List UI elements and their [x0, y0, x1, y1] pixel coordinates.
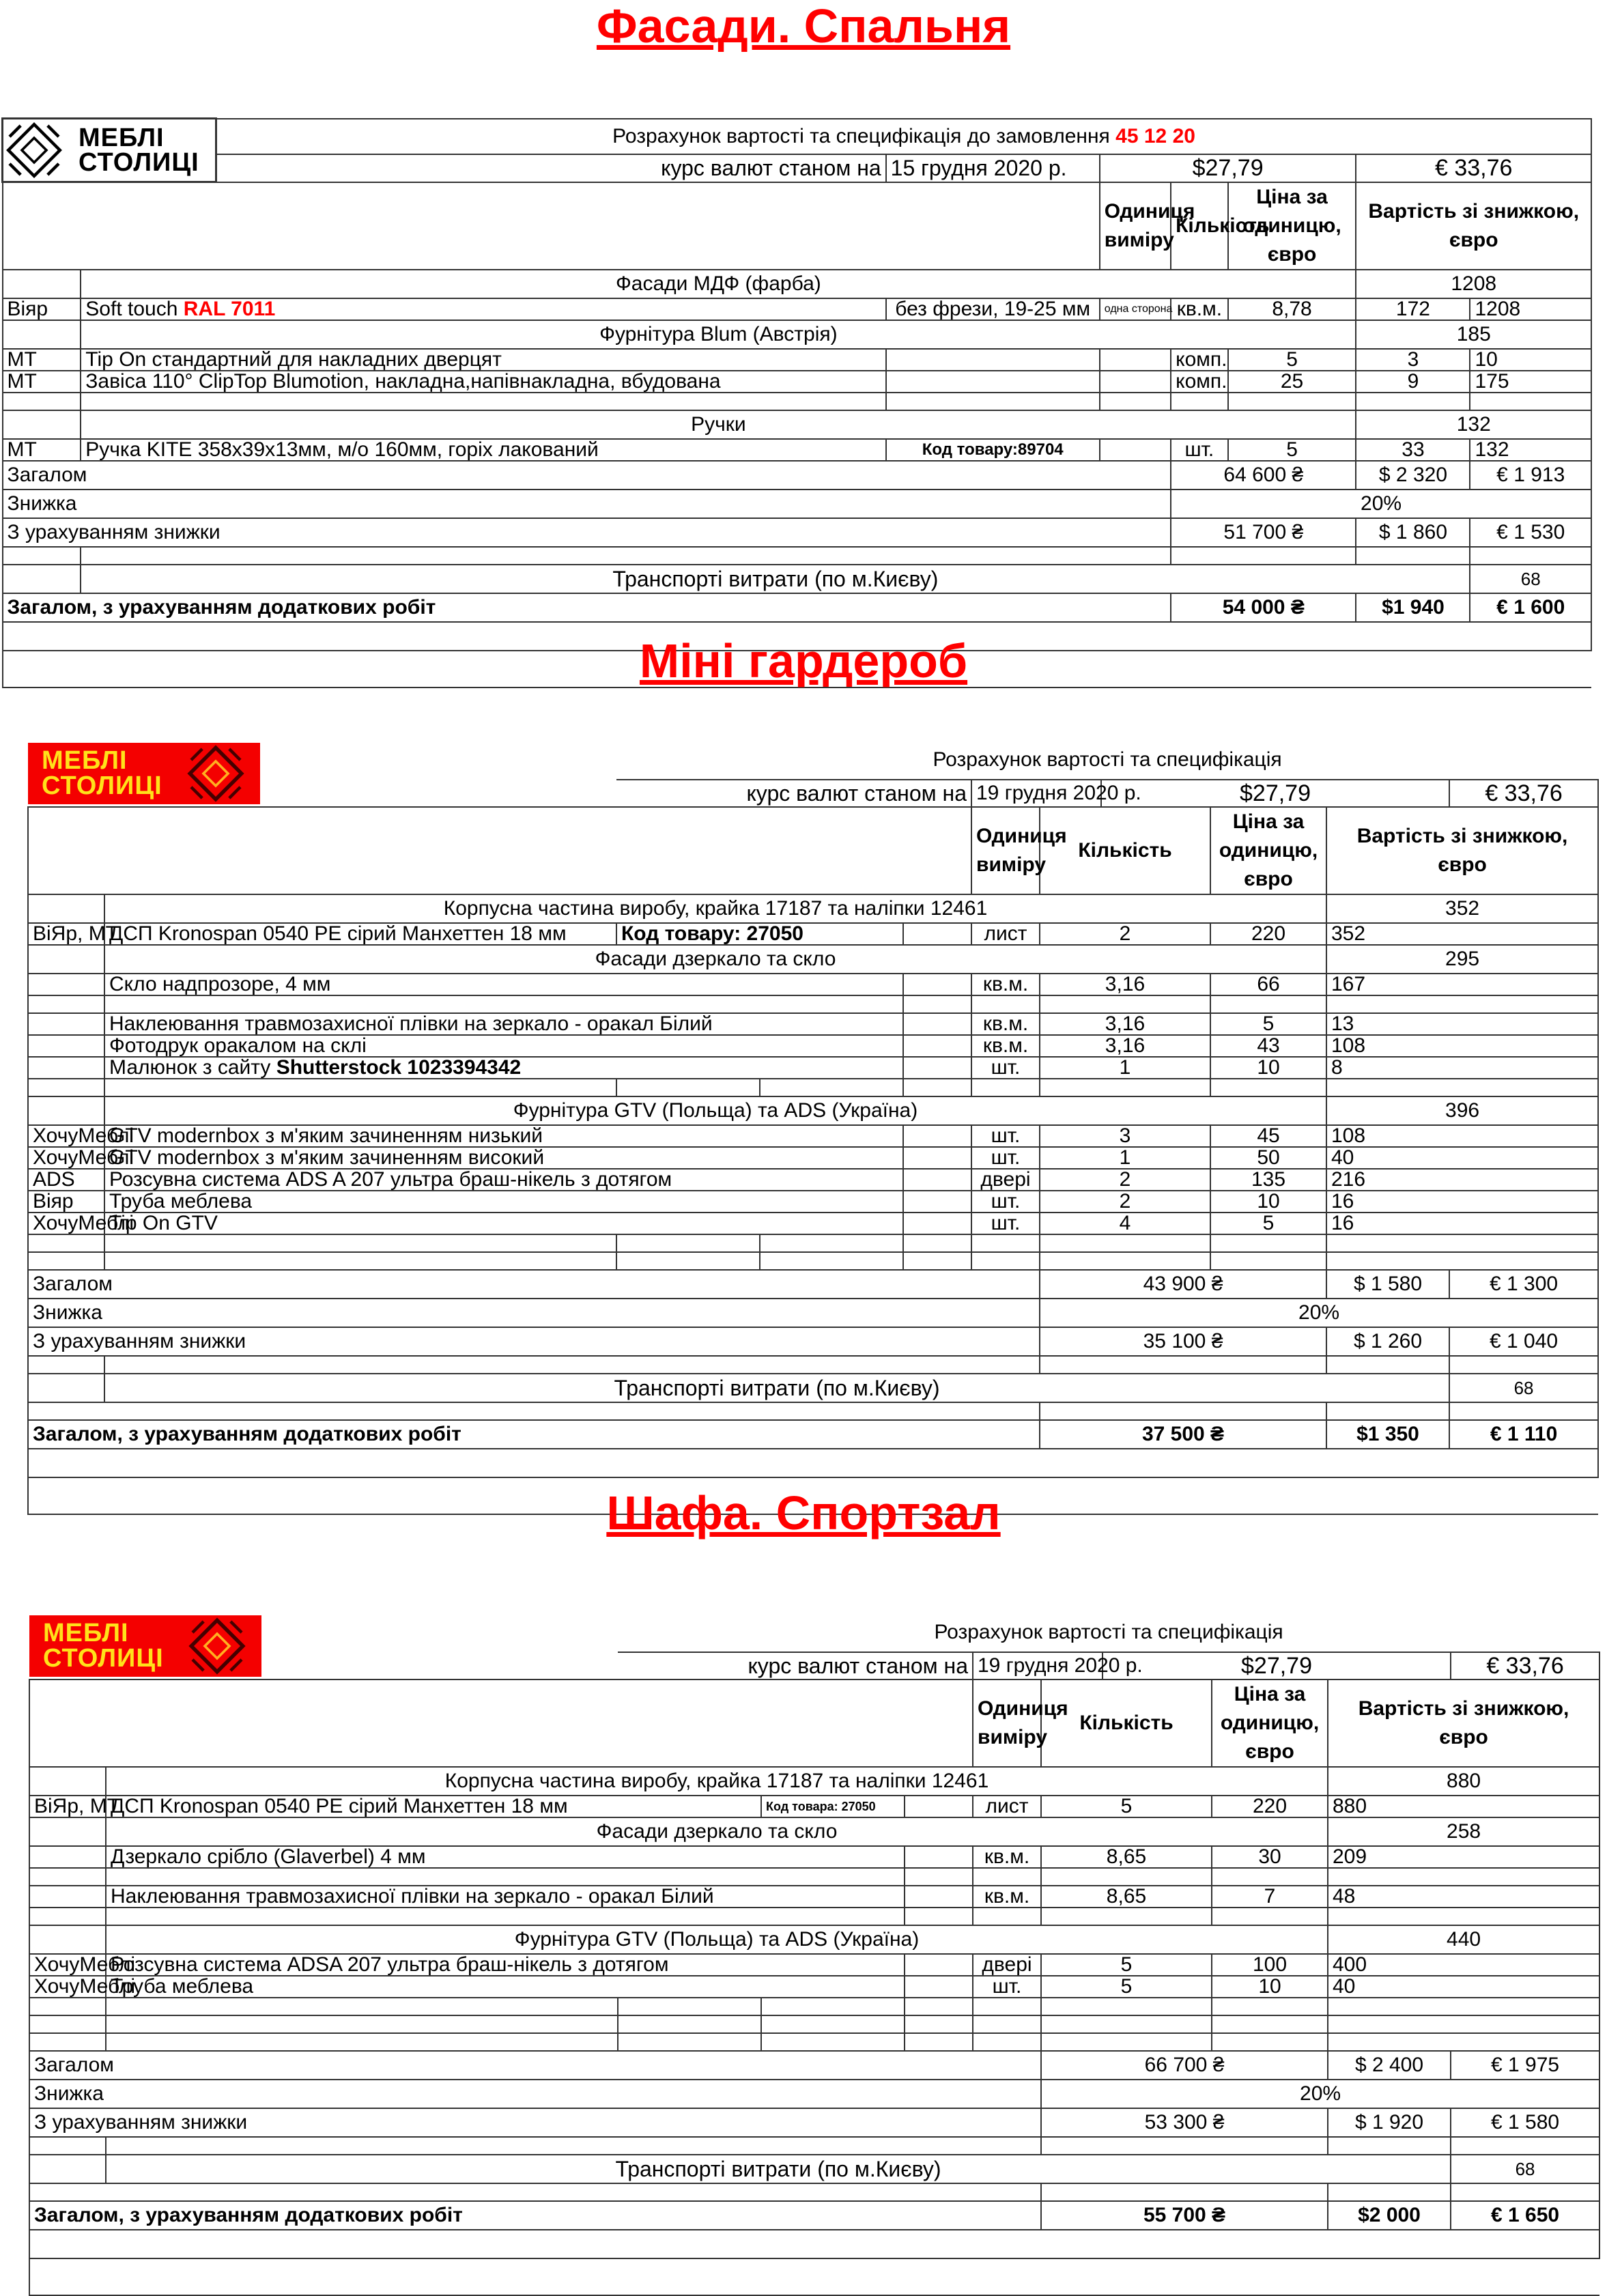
unit [973, 1868, 1041, 1886]
discount-row: Знижка 20% [29, 2080, 1599, 2108]
unit: шт. [971, 1125, 1040, 1147]
line-total: 13 [1326, 1013, 1598, 1035]
diamond-logo-icon [186, 1615, 248, 1677]
quantity [1040, 995, 1210, 1013]
supplier: ХочуМеблі [28, 1125, 104, 1147]
diamond-logo-icon [185, 743, 246, 804]
table-row: МТ Tip On стандартний для накладних дверцят комп. 5 3 10 [3, 349, 1592, 371]
item-name: Розсувна система ADSA 207 ультра браш-нікель з дотягом [106, 1954, 905, 1976]
item-name: Наклеювання травмозахисної плівки на зеркало - оракал Білий [104, 1013, 903, 1035]
table-row [28, 1035, 1598, 1057]
quantity: 5 [1041, 1954, 1212, 1976]
supplier [29, 1846, 106, 1868]
line-total: 16 [1326, 1191, 1598, 1213]
table-row [28, 1191, 1598, 1213]
category-row: Фасади дзеркало та скло 295 [28, 945, 1598, 974]
item-name [104, 995, 903, 1013]
item-name: Розсувна система ADS A 207 ультра браш-нікель з дотягом [104, 1169, 903, 1191]
unit-price [1212, 1868, 1328, 1886]
category-row: Фурнітура GTV (Польща) та ADS (Україна) 396 [28, 1096, 1598, 1125]
table-row: ВіЯр, МТ ДСП Kronospan 0540 PE сірий Манхеттен 18 мм Код товару: 27050 лист 2 220 352 [28, 923, 1598, 945]
unit-price: 43 [1210, 1035, 1326, 1057]
table-row [28, 995, 1598, 1013]
line-total: 209 [1328, 1846, 1599, 1868]
category-row: Ручки 132 [3, 410, 1592, 439]
rate-label: курс валют станом на [216, 154, 886, 182]
unit: шт. [973, 1976, 1041, 1998]
supplier [28, 974, 104, 995]
unit: кв.м. [973, 1846, 1041, 1868]
quantity: 1 [1040, 1147, 1210, 1169]
total-row: Загалом 64 600 ₴ $ 2 320 € 1 913 [3, 461, 1592, 490]
item-name: Tip On GTV [104, 1213, 903, 1234]
category-row: Фасади дзеркало та скло 258 [29, 1817, 1599, 1846]
supplier: Віяр [28, 1191, 104, 1213]
grand-total-row: Загалом, з урахуванням додаткових робіт 55 700 ₴ $2 000 € 1 650 [29, 2201, 1599, 2230]
supplier: ХочуМеблі [29, 1954, 106, 1976]
unit: двері [971, 1169, 1040, 1191]
unit-price: 45 [1210, 1125, 1326, 1147]
quantity: 3,16 [1040, 1013, 1210, 1035]
supplier: ADS [28, 1169, 104, 1191]
table-row [28, 1057, 1598, 1079]
col-price: Ціна за одиницю, євро [1228, 182, 1356, 270]
sheet-title: Розрахунок вартості та специфікація до замовлення 45 12 20 [216, 119, 1591, 155]
item-name: Дзеркало срібло (Glaverbel) 4 мм [106, 1846, 905, 1868]
quantity [1041, 1908, 1212, 1925]
line-total: 40 [1328, 1976, 1599, 1998]
unit [973, 1908, 1041, 1925]
discounted-row: З урахуванням знижки 35 100 ₴ $ 1 260 € 1 040 [28, 1327, 1598, 1356]
grand-total-row: Загалом, з урахуванням додаткових робіт 54 000 ₴ $1 940 € 1 600 [3, 593, 1592, 622]
table-row [29, 1846, 1599, 1868]
line-total: 8 [1326, 1057, 1598, 1079]
table-row: МТ Завіса 110° ClipTop Blumotion, накладна,напівнакладна, вбудована комп. 25 9 175 [3, 371, 1592, 393]
table-row [28, 974, 1598, 995]
unit-price: 10 [1210, 1191, 1326, 1213]
quantity: 3,16 [1040, 974, 1210, 995]
table-row [28, 1147, 1598, 1169]
quantity: 3 [1040, 1125, 1210, 1147]
item-name [106, 1868, 905, 1886]
unit: кв.м. [973, 1886, 1041, 1908]
supplier [29, 1908, 106, 1925]
table-row [28, 1125, 1598, 1147]
quantity: 4 [1040, 1213, 1210, 1234]
unit [971, 995, 1040, 1013]
transport-row: Транспорті витрати (по м.Києву) 68 [3, 565, 1592, 593]
table-row [28, 1169, 1598, 1191]
unit-price: 5 [1210, 1013, 1326, 1035]
table-row: МТ Ручка KITE 358x39x13мм, м/о 160мм, горіх лакований Код товару:89704 шт. 5 33 132 [3, 439, 1592, 461]
unit: кв.м. [971, 1035, 1040, 1057]
brand-name: МЕБЛІ СТОЛИЦІ [79, 123, 199, 177]
quantity: 1 [1040, 1057, 1210, 1079]
unit-price: 100 [1212, 1954, 1328, 1976]
transport-row: Транспорті витрати (по м.Києву) 68 [28, 1374, 1598, 1402]
item-name: Фотодрук оракалом на склі [104, 1035, 903, 1057]
unit: шт. [971, 1147, 1040, 1169]
category-total: 1208 [1356, 270, 1591, 298]
line-total: 216 [1326, 1169, 1598, 1191]
rate-date: 15 грудня 2020 р. [886, 154, 1100, 182]
supplier [28, 1057, 104, 1079]
discount-row: Знижка 20% [28, 1299, 1598, 1327]
unit: кв.м. [971, 974, 1040, 995]
brand-name: МЕБЛІ СТОЛИЦІ [42, 746, 162, 800]
section-title: Шафа. Спортзал [606, 1486, 1001, 1540]
brand-logo [29, 1613, 618, 1680]
line-total [1328, 1908, 1599, 1925]
category-row: Корпусна частина виробу, крайка 17187 та наліпки 12461 352 [28, 894, 1598, 923]
unit: шт. [971, 1057, 1040, 1079]
total-row: Загалом 66 700 ₴ $ 2 400 € 1 975 [29, 2051, 1599, 2080]
supplier: ХочуМеблі [29, 1976, 106, 1998]
section-title: Міні гардероб [639, 634, 968, 688]
line-total [1328, 1868, 1599, 1886]
quantity: 2 [1040, 1169, 1210, 1191]
unit: шт. [971, 1213, 1040, 1234]
usd-rate: $27,79 [1100, 154, 1356, 182]
table-row [28, 1013, 1598, 1035]
diamond-logo-icon [3, 119, 65, 181]
quantity: 5 [1041, 1976, 1212, 1998]
brand-logo [3, 119, 216, 182]
item-name: Труба меблева [106, 1976, 905, 1998]
brand-logo [28, 740, 616, 807]
supplier [28, 1035, 104, 1057]
quantity: 8,65 [1041, 1846, 1212, 1868]
item-name: Наклеювання травмозахисної плівки на зеркало - оракал Білий [106, 1886, 905, 1908]
table-row [28, 1213, 1598, 1234]
discounted-row: З урахуванням знижки 51 700 ₴ $ 1 860 € 1 530 [3, 518, 1592, 547]
estimate-sheet-gym-wardrobe: МЕБЛІ СТОЛИЦІ Розрахунок вартості та специфікація курс валют станом на 19 грудня 2020 р. $27,79 € 33,76 Одиниця виміру Кількість Ціна за одиницю, євро Вартість зі знижкою, євро Корпусна частина виробу, крайка 17187 та наліпки 12461 880 ВіЯр, МТ ДСП Kronospan 0540 PE сірий Манхеттен 18 мм Код товара: 27050 лист 5 220 880 Фасади дзеркало та скло 258 Дзеркало срібло (Glaverbel) 4 мм кв.м. 8,65 30 209 Наклеювання травмозахисної плівки на зеркало - оракал Білий кв.м. 8,65 7 48 Фурнітура GTV (Польща) та ADS (Україна) 440 ХочуМеблі Розсувна система ADSA 207 ультра браш-нікель з дотягом двері 5 100 400 ХочуМеблі Труба меблева шт. 5 10 40 Загалом 66 700 ₴ $ 2 400 € 1 975 Знижка 20% З урахуванням знижки 53 300 ₴ $ 1 920 € 1 580 Транспорті витрати (по м.Києву) 68 Загалом, з урахуванням додаткових робіт 55 700 ₴ $2 000 € 1 650 [29, 1613, 1600, 2296]
unit: шт. [971, 1191, 1040, 1213]
supplier [29, 1868, 106, 1886]
unit-price [1212, 1908, 1328, 1925]
category-name: Фасади МДФ (фарба) [81, 270, 1356, 298]
section-title: Фасади. Спальня [596, 0, 1011, 53]
table-row [29, 1868, 1599, 1886]
quantity: 3,16 [1040, 1035, 1210, 1057]
line-total: 167 [1326, 974, 1598, 995]
quantity: 8,65 [1041, 1886, 1212, 1908]
category-row: Фурнітура Blum (Австрія) 185 [3, 320, 1592, 349]
item-name: Soft touch RAL 7011 [81, 298, 885, 320]
unit-price: 10 [1210, 1057, 1326, 1079]
table-row: Віяр Soft touch RAL 7011 без фрези, 19-25 мм одна сторона кв.м. 8,78 172 1208 [3, 298, 1592, 320]
unit-price: 5 [1210, 1213, 1326, 1234]
category-row: Корпусна частина виробу, крайка 17187 та наліпки 12461 880 [29, 1767, 1599, 1796]
line-total: 48 [1328, 1886, 1599, 1908]
estimate-sheet-bedroom [1, 117, 1592, 688]
sheet-title: Розрахунок вартості та специфікація [618, 1613, 1599, 1652]
item-name: Труба меблева [104, 1191, 903, 1213]
eur-rate: € 33,76 [1356, 154, 1591, 182]
unit-price: 7 [1212, 1886, 1328, 1908]
supplier [28, 995, 104, 1013]
unit: двері [973, 1954, 1041, 1976]
unit-price: 50 [1210, 1147, 1326, 1169]
discount-row: Знижка 20% [3, 490, 1592, 518]
unit: кв.м. [971, 1013, 1040, 1035]
quantity: 2 [1040, 1191, 1210, 1213]
supplier [29, 1886, 106, 1908]
table-row [29, 1886, 1599, 1908]
discounted-row: З урахуванням знижки 53 300 ₴ $ 1 920 € 1 580 [29, 2108, 1599, 2137]
item-name: Малюнок з сайту Shutterstock 1023394342 [104, 1057, 903, 1079]
line-total: 108 [1326, 1125, 1598, 1147]
supplier [28, 1013, 104, 1035]
estimate-sheet-mini-wardrobe: МЕБЛІ СТОЛИЦІ Розрахунок вартості та специфікація курс валют станом на 19 грудня 2020 р. $27,79 € 33,76 Одиниця виміру Кількість Ціна за одиницю, євро Вартість зі знижкою, євро Корпусна частина виробу, крайка 17187 та наліпки 12461 352 ВіЯр, МТ ДСП Kronospan 0540 PE сірий Манхеттен 18 мм Код товару: 27050 лист 2 220 352 Фасади дзеркало та скло 295 Скло надпрозоре, 4 мм кв.м. 3,16 66 167 Наклеювання травмозахисної плівки на зеркало - оракал Білий кв.м. 3,16 5 13 Фотодрук оракалом на склі кв.м. 3,16 43 108 Малюнок з сайту Shutterstock 1023394342 шт. 1 10 8 Фурнітура GTV (Польща) та ADS (Україна) 396 ХочуМеблі GTV modernbox з м'яким зачиненням низький шт. 3 45 108 ХочуМеблі GTV modernbox з м'яким зачиненням високий шт. 1 50 40 ADS Розсувна система ADS A 207 ультра браш-нікель з дотягом двері 2 135 216 Віяр Труба меблева шт. 2 10 16 ХочуМеблі Tip On GTV шт. 4 5 16 Загалом 43 900 ₴ $ 1 580 € 1 300 Знижка 20% З урахуванням знижки 35 100 ₴ $ 1 260 € 1 040 Транспорті витрати (по м.Києву) 68 Загалом, з урахуванням додаткових робіт 37 500 ₴ $1 350 € 1 110 [27, 740, 1599, 1515]
item-name: GTV modernbox з м'яким зачиненням низький [104, 1125, 903, 1147]
unit-price: 30 [1212, 1846, 1328, 1868]
sheet-title: Розрахунок вартості та специфікація [616, 740, 1598, 780]
grand-total-row: Загалом, з урахуванням додаткових робіт 37 500 ₴ $1 350 € 1 110 [28, 1420, 1598, 1449]
col-qty: Кількість [1171, 182, 1227, 270]
transport-row: Транспорті витрати (по м.Києву) 68 [29, 2155, 1599, 2183]
col-total: Вартість зі знижкою, євро [1356, 182, 1591, 270]
line-total: 40 [1326, 1147, 1598, 1169]
line-total: 16 [1326, 1213, 1598, 1234]
unit-price [1210, 995, 1326, 1013]
item-name: GTV modernbox з м'яким зачиненням високий [104, 1147, 903, 1169]
unit-price: 66 [1210, 974, 1326, 995]
table-row [29, 1976, 1599, 1998]
table-row [29, 1954, 1599, 1976]
unit-price: 135 [1210, 1169, 1326, 1191]
item-name: Скло надпрозоре, 4 мм [104, 974, 903, 995]
col-unit: Одиниця виміру [1100, 182, 1171, 270]
quantity [1041, 1868, 1212, 1886]
category-row: Фурнітура GTV (Польща) та ADS (Україна) 440 [29, 1925, 1599, 1954]
table-row: ВіЯр, МТ ДСП Kronospan 0540 PE сірий Манхеттен 18 мм Код товара: 27050 лист 5 220 880 [29, 1796, 1599, 1817]
category-row [3, 270, 1592, 298]
supplier: ХочуМеблі [28, 1147, 104, 1169]
line-total [1326, 995, 1598, 1013]
line-total: 108 [1326, 1035, 1598, 1057]
unit-price: 10 [1212, 1976, 1328, 1998]
table-row [29, 1908, 1599, 1925]
supplier: ХочуМеблі [28, 1213, 104, 1234]
total-row: Загалом 43 900 ₴ $ 1 580 € 1 300 [28, 1270, 1598, 1299]
item-name [106, 1908, 905, 1925]
line-total: 400 [1328, 1954, 1599, 1976]
order-number: 45 12 20 [1115, 124, 1195, 147]
brand-name: МЕБЛІ СТОЛИЦІ [43, 1619, 164, 1673]
